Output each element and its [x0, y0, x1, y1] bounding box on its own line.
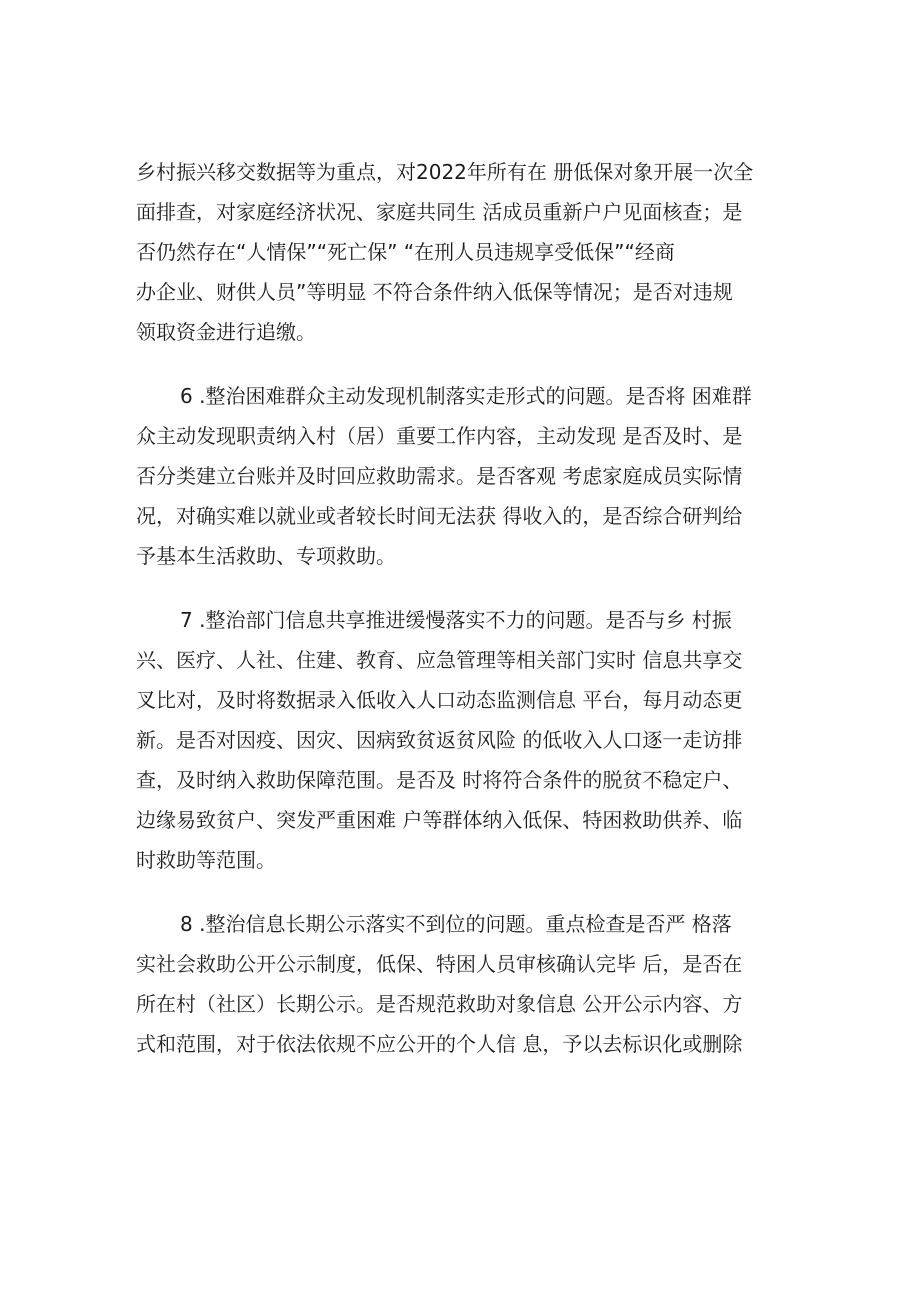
- text-line: 面排查，对家庭经济状况、家庭共同生 活成员重新户户见面核查；是: [136, 200, 743, 224]
- text-line: 查，及时纳入救助保障范围。是否及 时将符合条件的脱贫不稳定户、: [136, 768, 743, 792]
- paragraph-5-continuation: [136, 152, 792, 352]
- text-line: 实社会救助公开公示制度，低保、特困人员审核确认完毕 后，是否在: [136, 952, 743, 976]
- text-line: 所在村（社区）长期公示。是否规范救助对象信息 公开公示内容、方: [136, 992, 743, 1016]
- text-line: 新。是否对因疫、因灾、因病致贫返贫风险 的低收入人口逐一走访排: [136, 728, 743, 752]
- text-line: 况，对确实难以就业或者较长时间无法获 得收入的，是否综合研判给: [136, 504, 743, 528]
- paragraph-8: [136, 904, 792, 1064]
- paragraph-7: [136, 600, 792, 880]
- text-line: 乡村振兴移交数据等为重点，对2022年所有在 册低保对象开展一次全: [136, 160, 754, 184]
- paragraph-heading-line: 8 .整治信息长期公示落实不到位的问题。重点检查是否严 格落: [180, 912, 732, 936]
- document-body: [136, 152, 792, 1064]
- text-line: 时救助等范围。: [136, 848, 276, 872]
- text-line: 边缘易致贫户、突发严重困难 户等群体纳入低保、特困救助供养、临: [136, 808, 743, 832]
- text-line: 办企业、财供人员”等明显 不符合条件纳入低保等情况；是否对违规: [136, 280, 733, 304]
- text-line: 否分类建立台账并及时回应救助需求。是否客观 考虑家庭成员实际情: [136, 464, 743, 488]
- text-line: 予基本生活救助、专项救助。: [136, 544, 396, 568]
- paragraph-6: [136, 376, 792, 576]
- text-line: 否仍然存在“人情保”“死亡保” “在刑人员违规享受低保”“经商: [136, 240, 675, 264]
- text-line: 叉比对，及时将数据录入低收入人口动态监测信息 平台，每月动态更: [136, 688, 743, 712]
- text-line: 式和范围，对于依法依规不应公开的个人信 息，予以去标识化或删除: [136, 1032, 743, 1056]
- paragraph-heading-line: 7 .整治部门信息共享推进缓慢落实不力的问题。是否与乡 村振: [180, 608, 732, 632]
- paragraph-heading-line: 6 .整治困难群众主动发现机制落实走形式的问题。是否将 困难群: [180, 384, 752, 408]
- text-line: 领取资金进行追缴。: [136, 320, 316, 344]
- text-line: 众主动发现职责纳入村（居）重要工作内容，主动发现 是否及时、是: [136, 424, 743, 448]
- text-line: 兴、医疗、人社、住建、教育、应急管理等相关部门实时 信息共享交: [136, 648, 743, 672]
